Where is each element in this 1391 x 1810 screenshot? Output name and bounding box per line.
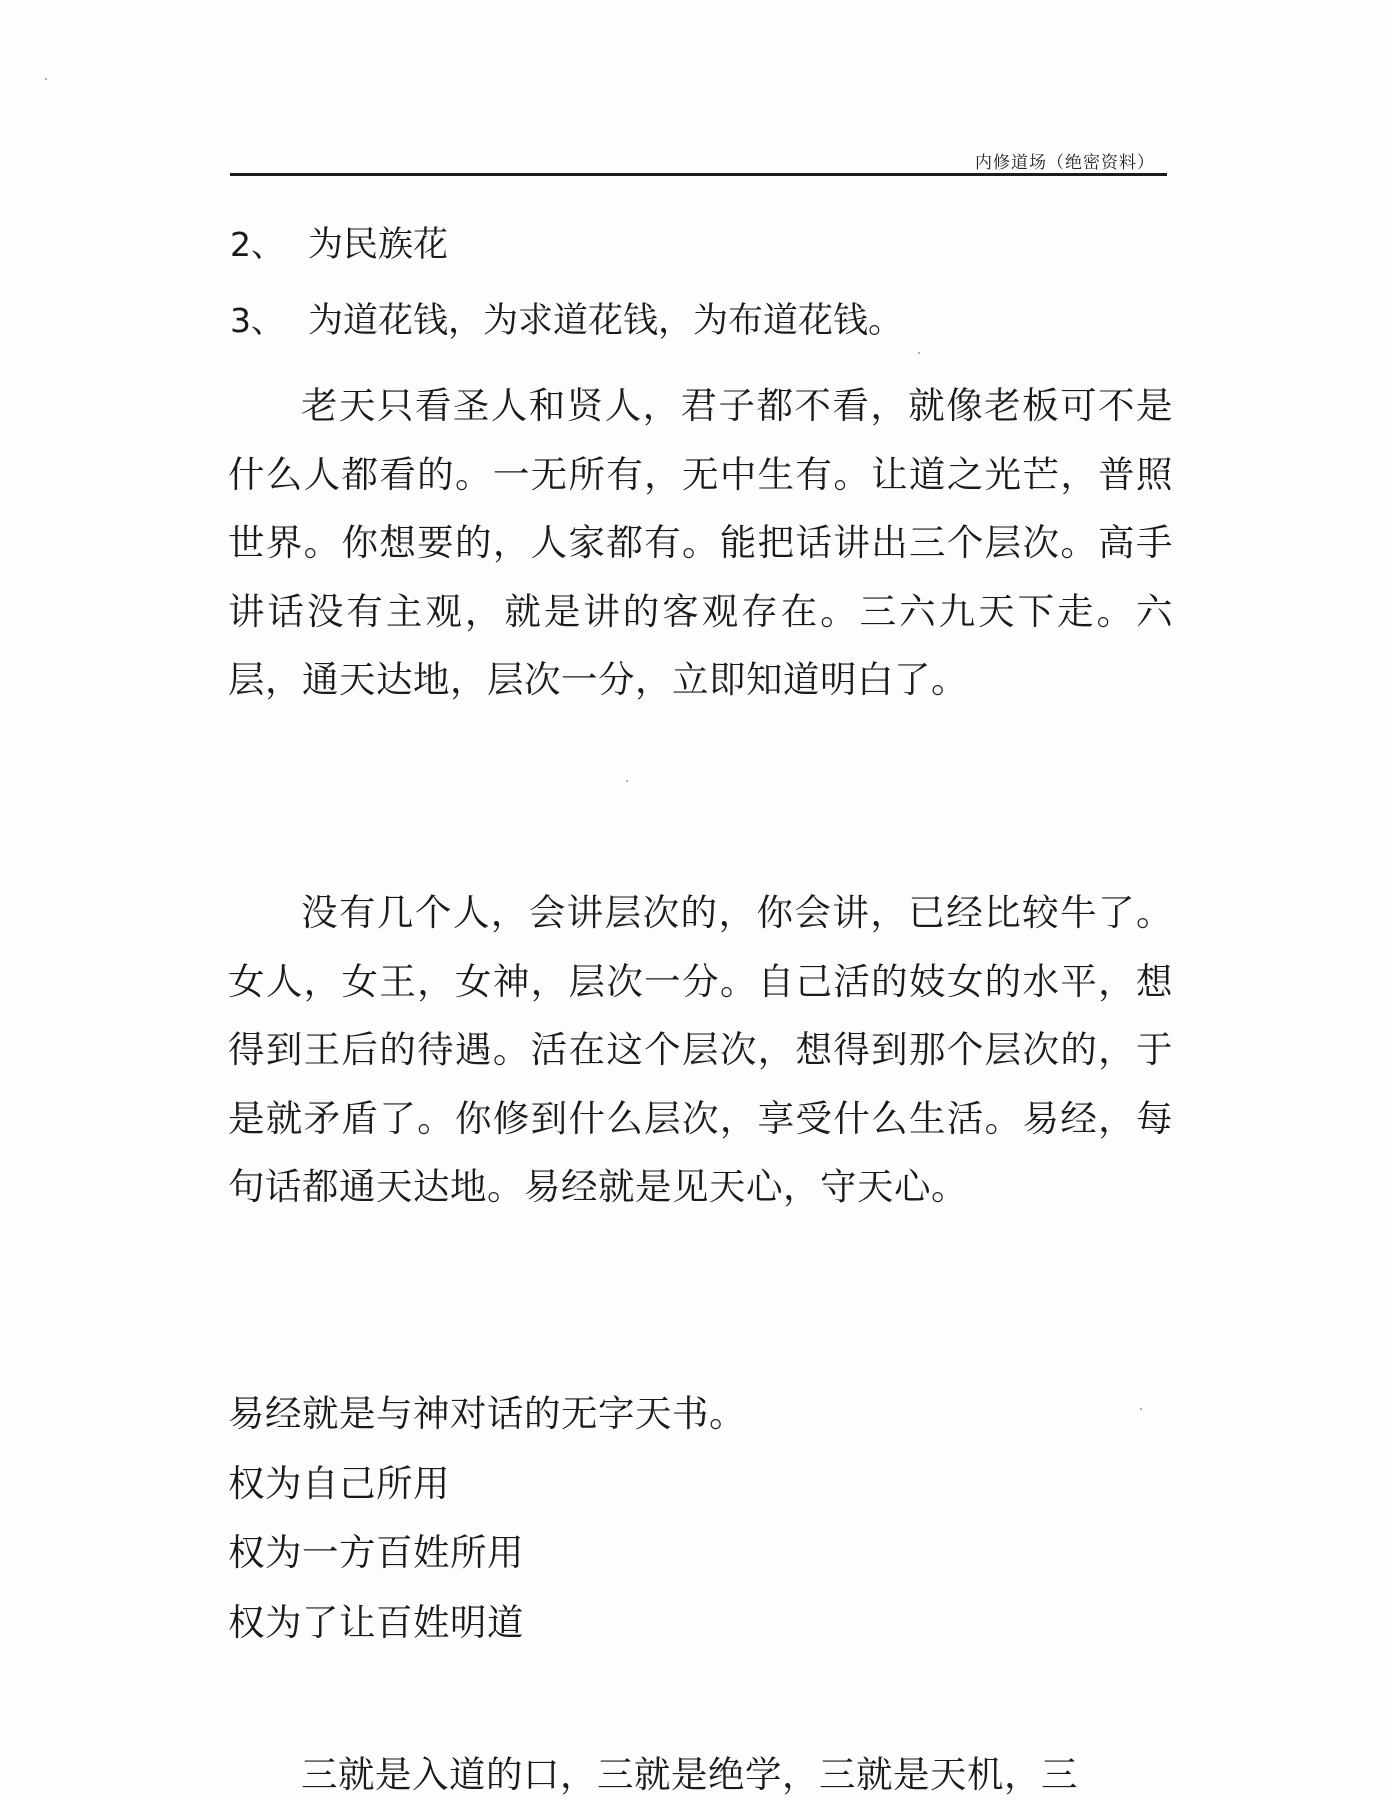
list-item-text: 为民族花 bbox=[308, 225, 449, 265]
list-item bbox=[230, 301, 903, 341]
paragraph-partial: 三就是入道的口，三就是绝学，三就是天机，三 bbox=[301, 1753, 1078, 1796]
scan-speck bbox=[45, 78, 47, 80]
text-line: 权为了让百姓明道 bbox=[228, 1601, 524, 1644]
text-line: 权为自己所用 bbox=[228, 1462, 450, 1505]
list-item bbox=[230, 225, 448, 265]
scan-speck bbox=[1140, 1408, 1142, 1410]
text-line: 易经就是与神对话的无字天书。 bbox=[228, 1392, 746, 1435]
list-item-number: 3、 bbox=[230, 301, 284, 340]
paragraph: 老天只看圣人和贤人，君子都不看，就像老板可不是什么人都看的。一无所有，无中生有。让道之光芒，普照世界。你想要的，人家都有。能把话讲出三个层次。高手讲话没有主观，就是讲的客观存在。三六九天下走。六层，通天达地，层次一分，立即知道明白了。 bbox=[228, 384, 1173, 701]
page-header-title: 内修道场（绝密资料） bbox=[975, 153, 1155, 173]
paragraph: 没有几个人，会讲层次的，你会讲，已经比较牛了。女人，女王，女神，层次一分。自己活的妓女的水平，想得到王后的待遇。活在这个层次，想得到那个层次的，于是就矛盾了。你修到什么层次，享受什么生活。易经，每句话都通天达地。易经就是见天心，守天心。 bbox=[228, 891, 1173, 1208]
scan-speck bbox=[918, 352, 920, 354]
list-item-number: 2、 bbox=[230, 225, 284, 264]
scan-speck bbox=[626, 780, 628, 782]
text-line: 权为一方百姓所用 bbox=[228, 1531, 524, 1574]
list-item-text: 为道花钱，为求道花钱，为布道花钱。 bbox=[308, 301, 904, 341]
header-rule bbox=[230, 173, 1167, 176]
